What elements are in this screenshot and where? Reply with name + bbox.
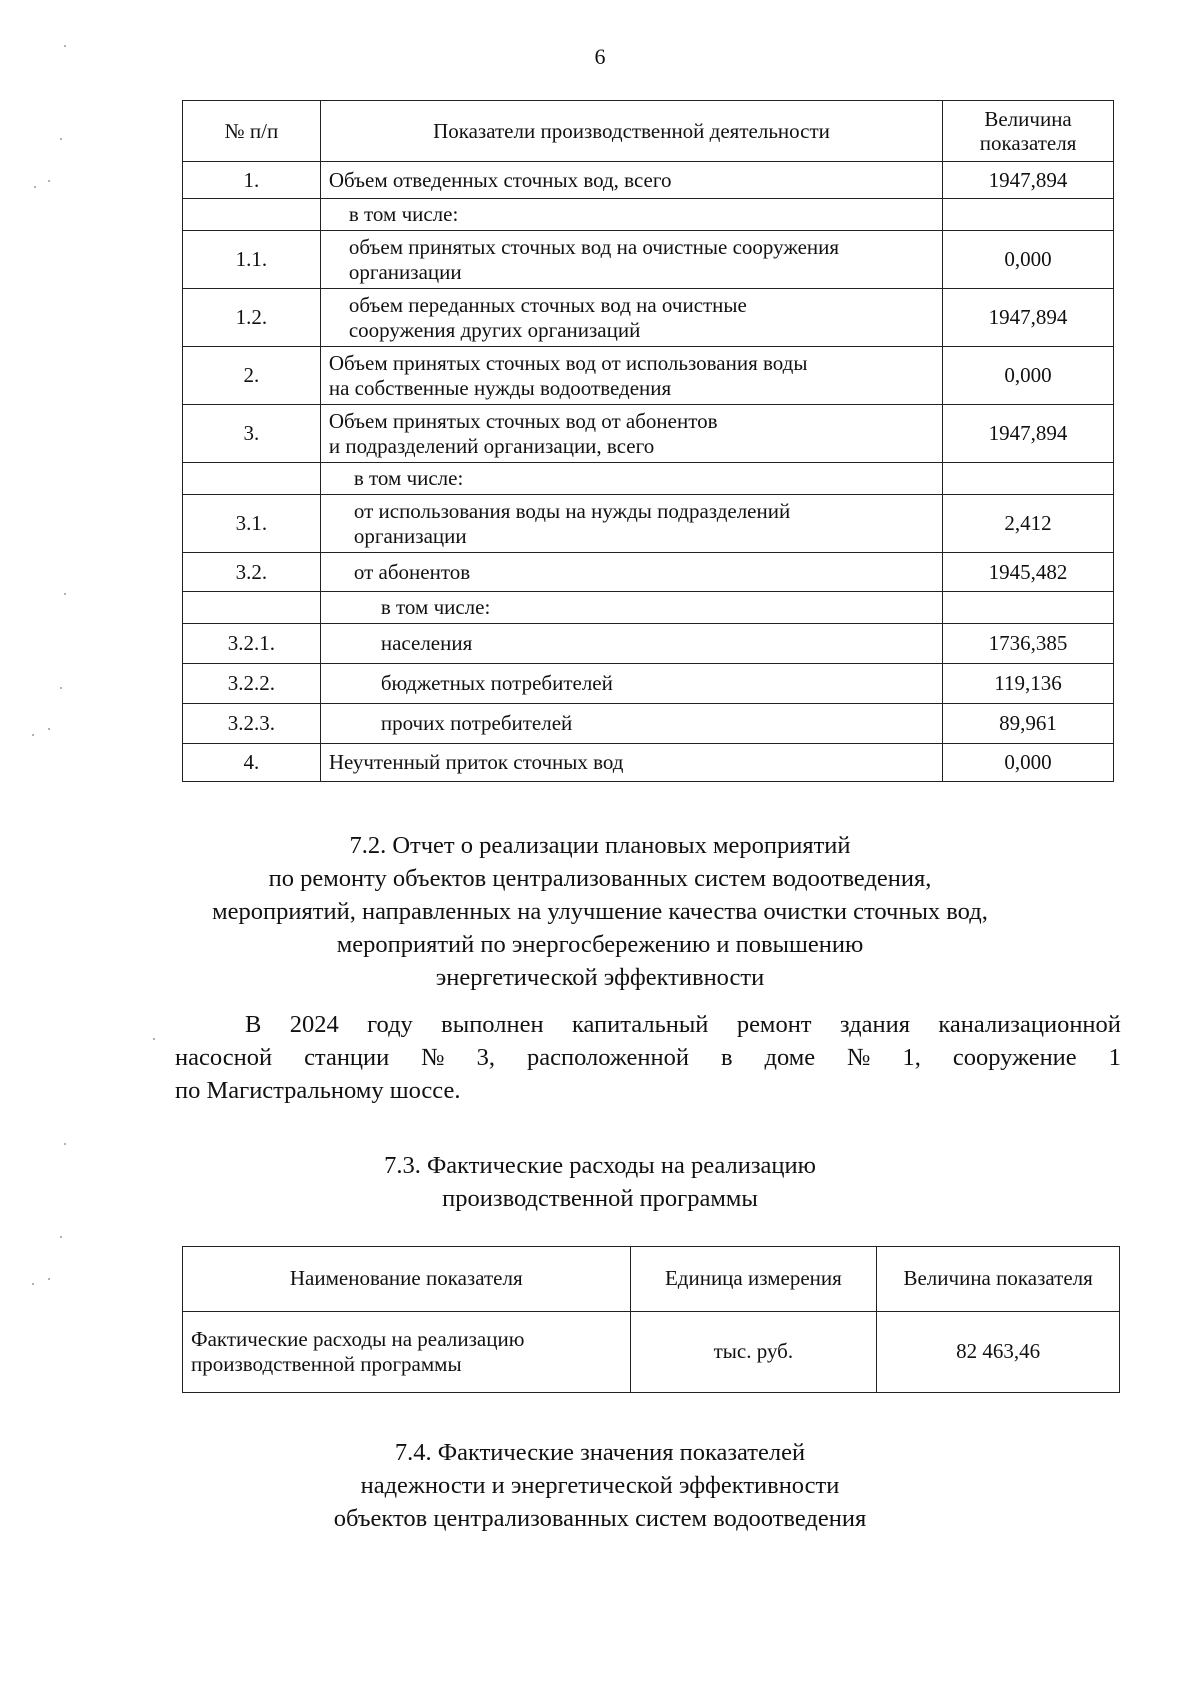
header-name: Наименование показателя [183,1247,631,1312]
indicator-description-line: и подразделений организации, всего [328,433,655,458]
page-number: 6 [594,44,606,69]
scan-speck [32,734,34,736]
section-7-4-heading [0,1436,1200,1535]
indicator-description [320,231,942,289]
scan-speck [64,593,66,595]
paragraph-word: доме [764,1044,816,1071]
indicator-description-line: сооружения других организаций [348,317,641,342]
scan-speck [34,186,36,188]
heading-line: мероприятий, направленных на улучшение качества очистки сточных вод, [212,898,988,925]
indicator-number: 1.1. [183,231,321,289]
indicator-number [183,463,321,495]
indicator-number: 1. [183,162,321,199]
header-unit: Единица измерения [630,1247,877,1312]
paragraph-word: в [720,1044,733,1071]
heading-line: производственной программы [442,1185,758,1212]
scan-speck [64,1143,66,1145]
indicators-body [183,162,1114,782]
indicator-value [943,463,1114,495]
indicator-value: 1736,385 [943,624,1114,664]
scan-speck [32,1283,34,1285]
paragraph-word: капитальный [571,1011,709,1038]
heading-line: 7.3. Фактические расходы на реализацию [384,1152,816,1179]
indicator-value: 1947,894 [943,289,1114,347]
paragraph-word: канализационной [938,1011,1121,1038]
indicator-description-line: Объем принятых сточных вод от абонентов [328,409,718,434]
scan-speck [60,138,62,140]
indicator-description [320,744,942,782]
indicator-row [183,162,1114,199]
expense-name-cell [183,1312,631,1393]
indicator-description-line: от абонентов [353,559,471,584]
indicator-row [183,624,1114,664]
indicator-description [320,405,942,463]
indicator-number: 3. [183,405,321,463]
indicator-description-line: в том числе: [348,202,459,227]
indicator-number [183,199,321,231]
header-value-line2: показателя [979,131,1077,155]
indicator-description [320,664,942,704]
heading-line: надежности и энергетической эффективности [360,1472,840,1499]
indicator-number: 1.2. [183,289,321,347]
indicator-value: 89,961 [943,704,1114,744]
expense-name-line2: производственной программы [191,1352,462,1376]
indicator-number: 3.2. [183,553,321,592]
indicator-description [320,463,942,495]
expense-value-cell: 82 463,46 [877,1312,1120,1393]
paragraph-word: 1 [1108,1044,1121,1071]
heading-line: энергетической эффективности [435,964,765,991]
indicator-description-line: прочих потребителей [380,711,573,736]
indicator-value [943,199,1114,231]
indicator-description [320,162,942,199]
paragraph-word: выполнен [441,1011,544,1038]
indicator-description [320,704,942,744]
scan-speck [48,1278,50,1280]
indicator-description-line: Объем отведенных сточных вод, всего [328,167,672,192]
indicator-description-line: от использования воды на нужды подразделений [353,499,791,524]
indicator-row [183,231,1114,289]
indicator-description [320,592,942,624]
indicator-row [183,704,1114,744]
indicator-value: 0,000 [943,744,1114,782]
heading-line: по ремонту объектов централизованных систем водоотведения, [268,865,932,892]
paragraph-line-2 [175,1041,1121,1074]
paragraph-word: расположенной [526,1044,689,1071]
heading-line: 7.2. Отчет о реализации плановых мероприятий [349,832,851,859]
indicator-value: 0,000 [943,231,1114,289]
indicator-description-line: организации [348,259,462,284]
indicator-row [183,347,1114,405]
scan-speck [48,180,50,182]
indicator-description-line: в том числе: [380,595,491,620]
indicator-description-line: бюджетных потребителей [380,671,613,696]
paragraph-word: здания [839,1011,910,1038]
scan-speck [60,687,62,689]
scan-speck [60,1236,62,1238]
section-7-2-heading [0,829,1200,994]
indicator-description [320,289,942,347]
indicator-description [320,199,942,231]
heading-line: объектов централизованных систем водоотведения [333,1505,867,1532]
indicator-row [183,664,1114,704]
paragraph-word: № [421,1044,445,1071]
indicator-description [320,553,942,592]
indicator-description-line: Объем принятых сточных вод от использования воды [328,351,808,376]
indicator-number: 3.1. [183,495,321,553]
paragraph-word: насосной [175,1044,273,1071]
scan-speck [48,728,50,730]
indicator-description-line: в том числе: [353,466,464,491]
paragraph-word: ремонт [736,1011,812,1038]
paragraph-word: 1, [902,1044,921,1071]
paragraph-word: году [367,1011,413,1038]
indicator-value: 119,136 [943,664,1114,704]
paragraph-line-3: по Магистральному шоссе. [175,1077,461,1104]
indicator-number: 2. [183,347,321,405]
indicator-value: 1947,894 [943,405,1114,463]
header-value [943,101,1114,162]
indicator-row [183,199,1114,231]
indicator-number: 4. [183,744,321,782]
heading-line: 7.4. Фактические значения показателей [394,1439,806,1466]
indicator-row [183,592,1114,624]
indicator-value: 0,000 [943,347,1114,405]
header-amount: Величина показателя [877,1247,1120,1312]
indicator-description-line: населения [380,631,473,656]
heading-line: мероприятий по энергосбережению и повышению [336,931,864,958]
indicator-value [943,592,1114,624]
indicator-row [183,405,1114,463]
indicator-number: 3.2.1. [183,624,321,664]
indicator-value: 2,412 [943,495,1114,553]
header-indicator: Показатели производственной деятельности [320,101,942,162]
expense-name-line1: Фактические расходы на реализацию [191,1326,525,1351]
expenses-table [182,1246,1120,1393]
indicator-description-line: на собственные нужды водоотведения [328,375,672,400]
indicator-description [320,347,942,405]
paragraph-word: № [847,1044,871,1071]
expenses-row [183,1312,1120,1393]
indicator-description [320,624,942,664]
indicator-description-line: организации [353,523,467,548]
indicator-number: 3.2.3. [183,704,321,744]
paragraph-word: сооружение [952,1044,1077,1071]
indicator-row [183,289,1114,347]
indicator-description [320,495,942,553]
indicator-description-line: объем принятых сточных вод на очистные сооружения [348,235,840,260]
indicator-row [183,463,1114,495]
indicator-number [183,592,321,624]
repair-paragraph [175,1008,1121,1107]
scan-speck [64,45,66,47]
indicator-number: 3.2.2. [183,664,321,704]
indicator-row [183,553,1114,592]
indicator-row [183,495,1114,553]
paragraph-line-1 [175,1008,1121,1041]
expense-unit-cell: тыс. руб. [630,1312,877,1393]
indicator-value: 1947,894 [943,162,1114,199]
indicator-description-line: объем переданных сточных вод на очистные [348,293,747,318]
paragraph-word: В [245,1011,262,1038]
indicators-table [182,100,1114,782]
scan-speck [153,1038,155,1040]
header-value-line1: Величина [984,106,1072,131]
paragraph-word: 3, [476,1044,495,1071]
indicator-value: 1945,482 [943,553,1114,592]
indicator-description-line: Неучтенный приток сточных вод [328,750,624,775]
paragraph-word: 2024 [289,1011,339,1038]
expenses-header-row [183,1247,1120,1312]
header-number: № п/п [183,101,321,162]
indicators-header-row [183,101,1114,162]
indicator-row [183,744,1114,782]
section-7-3-heading [0,1149,1200,1215]
paragraph-word: станции [304,1044,390,1071]
